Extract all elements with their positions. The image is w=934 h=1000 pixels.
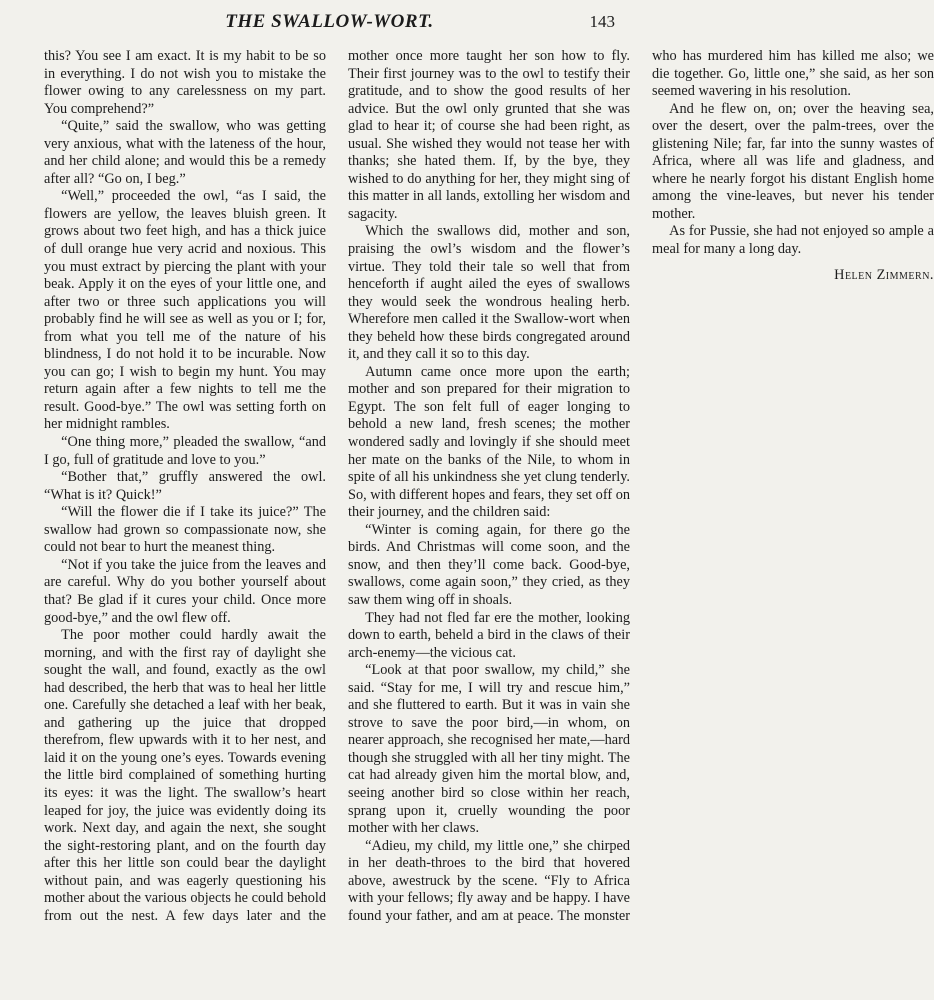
paragraph: “Quite,” said the swallow, who was getting very anxious, what with the lateness of the hour, and her child alone; and would this be a remedy after all? “Go on, I beg.” xyxy=(44,118,326,187)
paragraph: “One thing more,” pleaded the swallow, “and I go, full of gratitude and love to you.” xyxy=(44,434,326,468)
running-title: THE SWALLOW-WORT. xyxy=(225,11,434,32)
paragraph: The poor mother could hardly await the morning, and with the first ray of daylight she sought the wall, and found, exactly as the owl had described, the herb that was to heal her little one. Carefully she detached a leaf with her beak, and gathering up the juice that dropped therefrom, flew upwards with it to her nest, and laid it on the young one’s eyes. Towards evening the little bird complained of something hurting its eyes: it was the light. The swallow’s heart leaped for joy, the juice was evidently doing its work. Next day, and again the next, she sought the sight-restoring plant, and on the fourth day after this her little son could bear the daylight without pain, and was eagerly questioning his mother about the various objects he could behold from out the nest. A few days later and the mother once more taught her son how to fly. Their first journey was to the owl to testify their gratitude, and to show the good results of her advice. But the owl only grunted that she was glad to hear it; of course she had been right, as usual. She wished they would not tease her with thanks; she hated them. If, by the bye, they wished to do anything for her, they might sing of this matter in all lands, extolling her wisdom and sagacity. xyxy=(44,48,630,924)
paragraph: “Adieu, my child, my little one,” she chirped in her death-throes to the bird that hovered above, awestruck by the scene. “Fly to Africa with your fellows; fly away and be happy. I have found your father, and am at peace. The monster who has murdered him has killed me also; we die together. Go, little one,” she said, as her son seemed wavering in his resolution. xyxy=(348,48,934,924)
paragraph: “Not if you take the juice from the leaves and are careful. Why do you bother yourself about that? Be glad if it cures your child. Once more good-bye,” and the owl flew off. xyxy=(44,556,326,626)
paragraph: As for Pussie, she had not enjoyed so ample a meal for many a long day. xyxy=(652,223,934,258)
paragraph: Autumn came once more upon the earth; mother and son prepared for their migration to Egypt. The son felt full of eager longing to behold a new land, fresh scenes; the mother wondered sadly and lovingly if she should meet her mate on the banks of the Nile, to whom in spite of all his unkindness she yet clung tenderly. So, with different hopes and fears, they set off on their journey, and the children said: xyxy=(348,363,630,521)
paragraph: “Winter is coming again, for there go the birds. And Christmas will come soon, and the snow, and then they’ll come back. Good-bye, swallows, come again soon,” they cried, as they saw them wing off in shoals. xyxy=(348,521,630,608)
paragraph: “Will the flower die if I take its juice?” The swallow had grown so compassionate now, she could not bear to hurt the meanest thing. xyxy=(44,504,326,556)
paragraph: “Look at that poor swallow, my child,” she said. “Stay for me, I will try and rescue him,” and she fluttered to earth. But it was in vain she strove to save the poor bird,—in whom, on nearer approach, she recognised her mate,—hard though she struggled with all her tiny might. The cat had already given him the mortal blow, and, seeing another bird so close within her reach, sprang upon it, cruelly wounding the poor mother with her claws. xyxy=(348,662,630,837)
paragraph: And he flew on, on; over the heaving sea, over the desert, over the palm-trees, over the glistening Nile; far, far into the sunny wastes of Africa, where all was life and gladness, and where he nearly forgot his distant English home among the vine-leaves, but never his tender mother. xyxy=(652,100,934,222)
page-number: 143 xyxy=(589,12,615,31)
paragraph: Which the swallows did, mother and son, praising the owl’s wisdom and the flower’s virtue. They told their tale so well that from henceforth if aught ailed the eyes of swallows they would seek the wondrous healing herb. Wherefore men called it the Swallow-wort when they beheld how these birds congregated around it, and they call it so to this day. xyxy=(348,223,630,363)
body-text xyxy=(44,48,934,938)
paragraph: this? You see I am exact. It is my habit to be so in everything. I do not wish you to mistake the flower owing to any carelessness on my part. You comprehend?” xyxy=(44,48,326,117)
paragraph: “Well,” proceeded the owl, “as I said, the flowers are yellow, the leaves bluish green. It grows about two feet high, and has a thick juice of dull orange hue very acrid and noxious. This you must extract by piercing the plant with your beak. Apply it on the eyes of your little one, and after two or three such applications you will probably find he will see as well as you or I; for, from what you tell me of the nature of his blindness, I do not hold it to be incurable. Now you can go; I wish to begin my hunt. You may return again after a few nights to tell me the result. Good-bye.” The owl was setting forth on her midnight rambles. xyxy=(44,188,326,433)
author-signature: Helen Zimmern. xyxy=(834,266,934,283)
paragraph: They had not fled far ere the mother, looking down to earth, beheld a bird in the claws of their arch-enemy—the vicious cat. xyxy=(348,609,630,661)
paragraph: “Bother that,” gruffly answered the owl. “What is it? Quick!” xyxy=(44,469,326,503)
page-header xyxy=(0,8,659,36)
